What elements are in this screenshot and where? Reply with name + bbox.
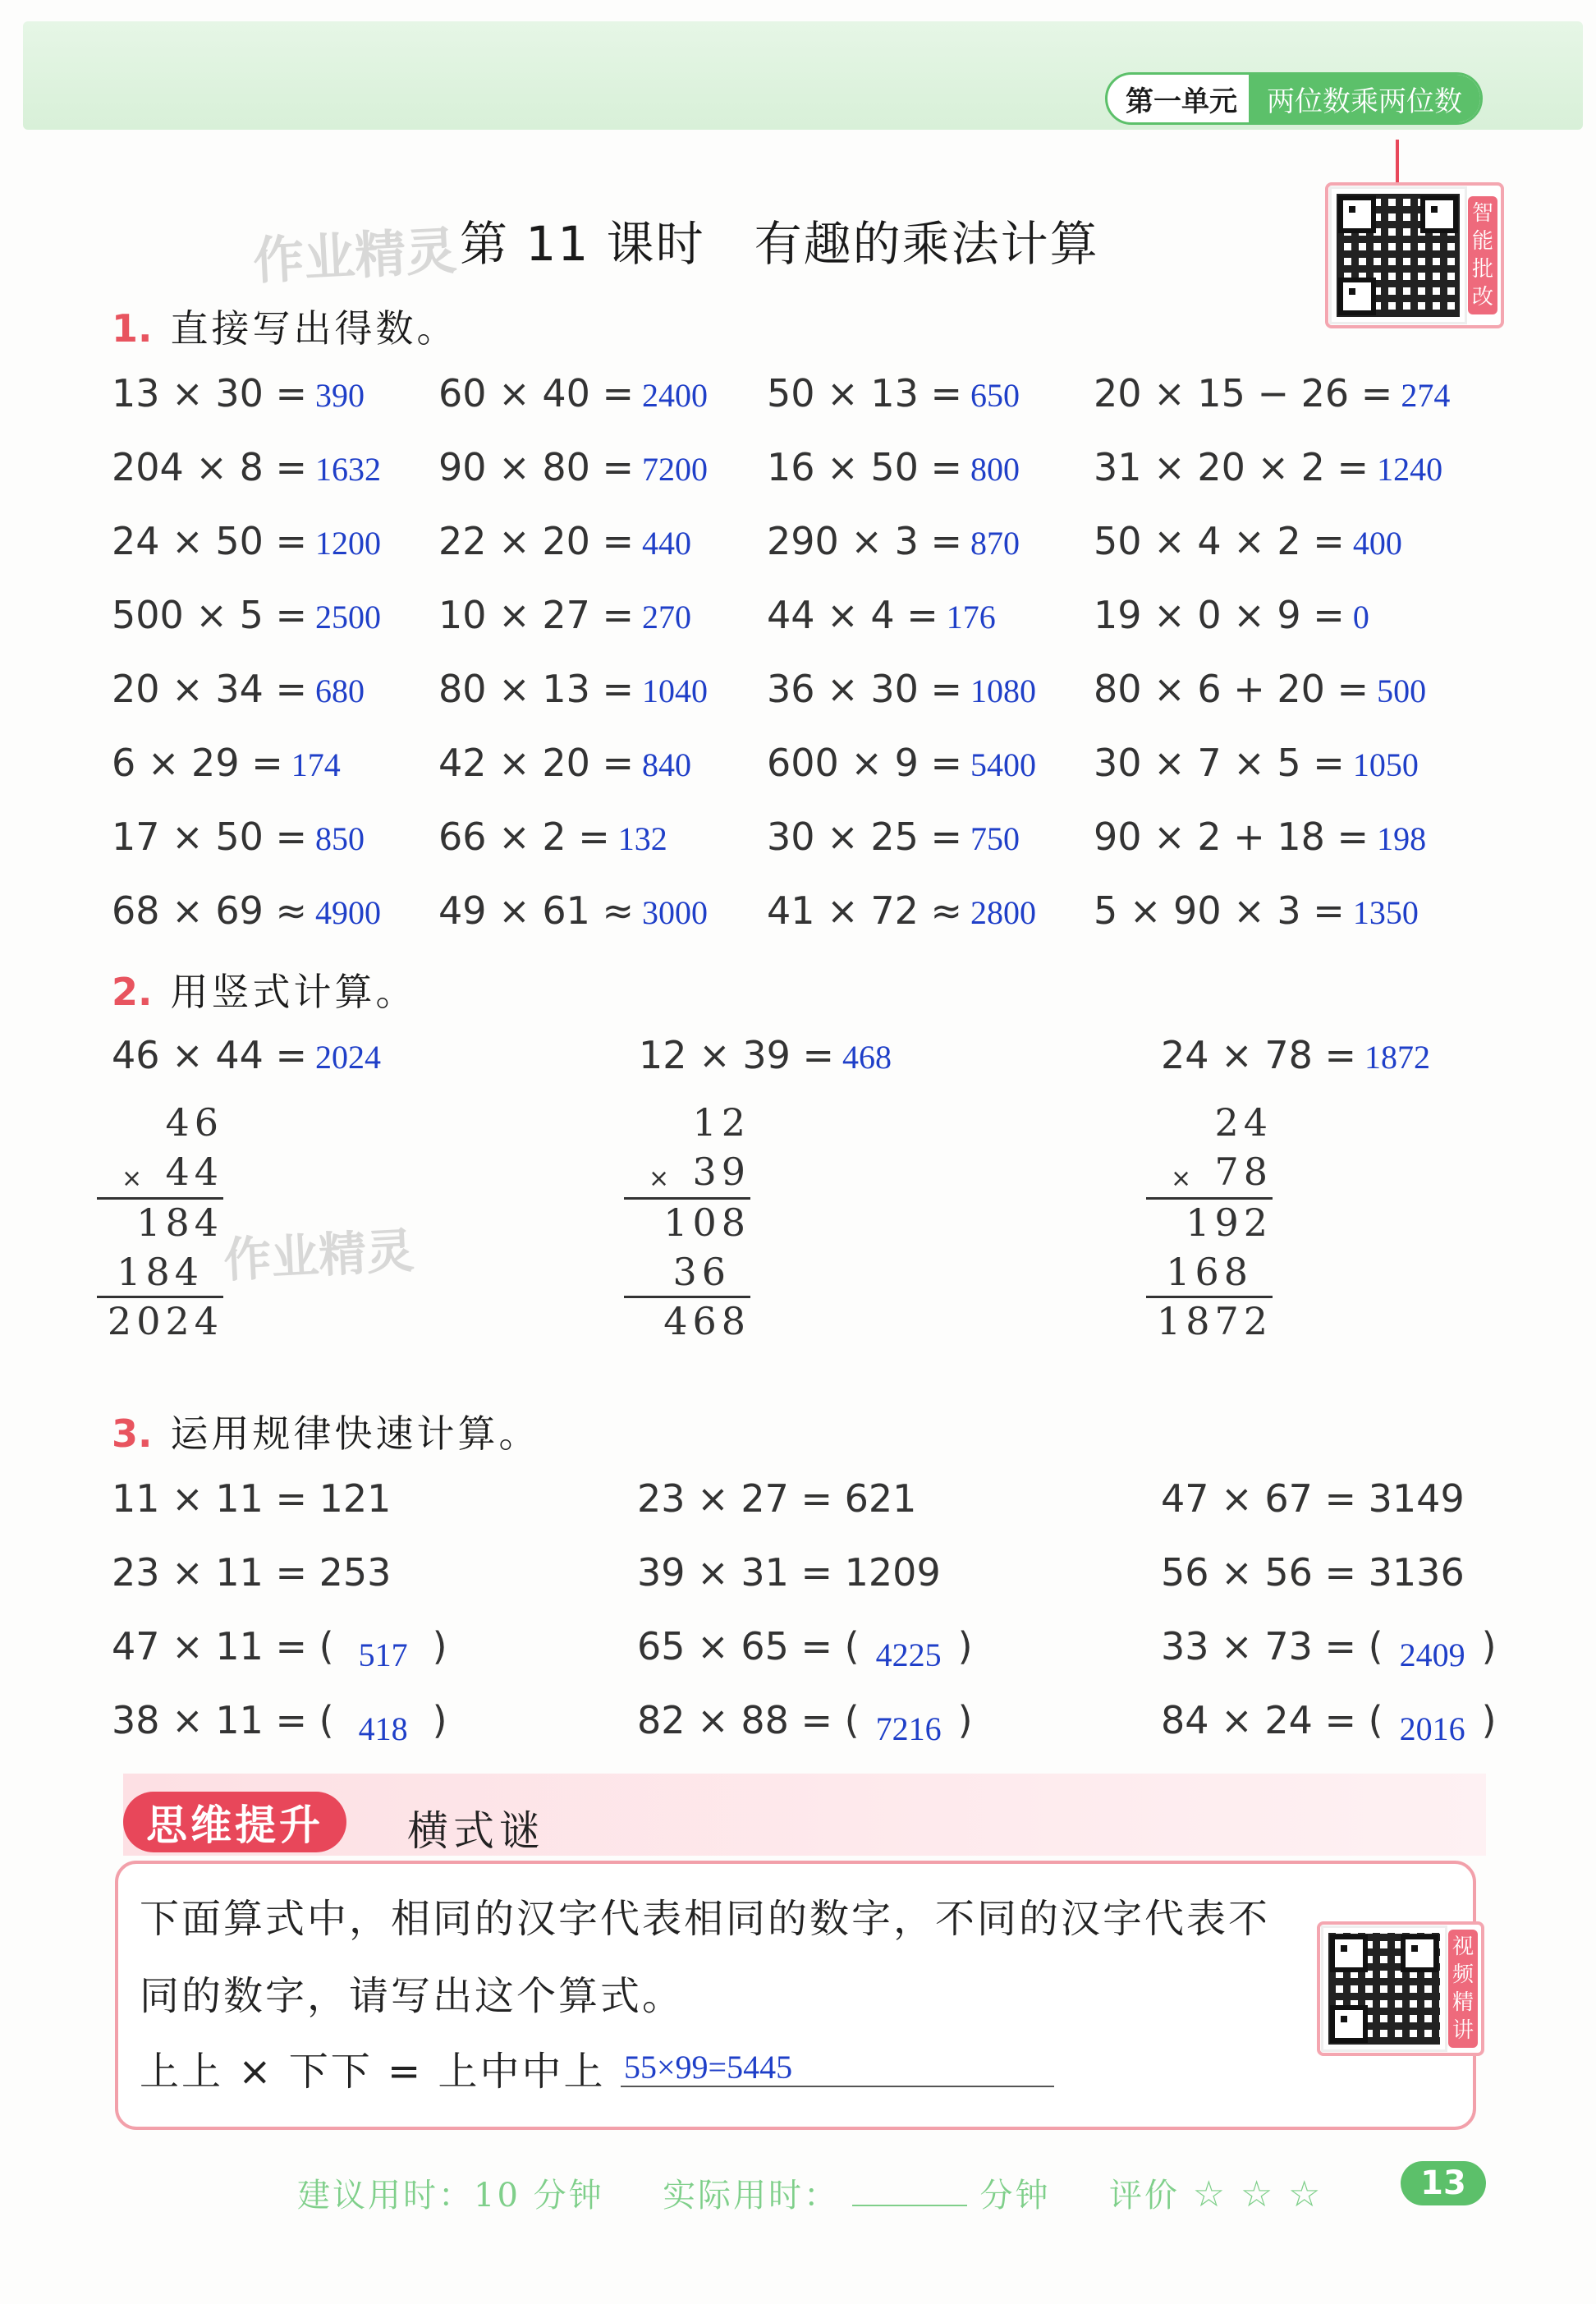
handwritten-answer: 1240 (1377, 451, 1443, 488)
oral-problem (1094, 888, 1419, 933)
handwritten-answer: 7216 (875, 1710, 942, 1747)
handwritten-answer: 4225 (875, 1636, 942, 1673)
problem-expression: 60 × 40 = (438, 371, 635, 415)
handwritten-answer: 7200 (642, 451, 709, 488)
problem-expression: 13 × 30 = (112, 371, 308, 415)
problem-expression: 16 × 50 = (767, 445, 963, 489)
puzzle-line-3: 上上 × 下下 = 上中中上 (140, 2049, 606, 2095)
pattern-problem (637, 1550, 941, 1595)
puzzle-line-1: 下面算式中，相同的汉字代表相同的数字，不同的汉字代表不 (140, 1896, 1271, 1942)
handwritten-answer: 1350 (1352, 894, 1419, 931)
vertical-res: 1872 (1156, 1299, 1273, 1343)
watermark: 作业精灵 (222, 1222, 415, 1289)
oral-problem (1094, 815, 1426, 859)
page-number: 13 (1401, 2161, 1486, 2205)
handwritten-answer: 270 (642, 599, 692, 636)
problem-expression: 600 × 9 = (767, 741, 963, 785)
oral-problem (767, 519, 1020, 563)
problem-expression: 39 × 31 = 1209 (637, 1550, 941, 1595)
puzzle-line-2: 同的数字，请写出这个算式。 (140, 1973, 685, 2019)
oral-problem (438, 888, 708, 933)
handwritten-answer: 274 (1401, 377, 1451, 414)
handwritten-answer: 400 (1352, 525, 1402, 562)
problem-expression: 50 × 13 = (767, 371, 963, 415)
pattern-problem (1161, 1624, 1497, 1673)
thinking-badge: 思维提升 (123, 1792, 346, 1852)
closing-paren: ) (1481, 1624, 1497, 1668)
times-sign: × (1171, 1164, 1192, 1193)
vertical-rule (624, 1197, 750, 1200)
problem-expression: 17 × 50 = (112, 815, 308, 859)
oral-problem (438, 445, 708, 489)
pattern-problem (112, 1476, 391, 1521)
problem-expression: 80 × 6 + 20 = (1094, 667, 1369, 711)
problem-expression: 50 × 4 × 2 = (1094, 519, 1345, 563)
problem-expression: 44 × 4 = (767, 593, 938, 637)
problem-expression: 68 × 69 ≈ (112, 888, 308, 933)
handwritten-answer: 2409 (1399, 1636, 1465, 1673)
problem-expression: 11 × 11 = 121 (112, 1476, 392, 1521)
vertical-top: 24 (1214, 1100, 1273, 1145)
rating-label: 评价 (1108, 2177, 1180, 2215)
problem-expression: 20 × 34 = (112, 667, 308, 711)
oral-problem (438, 815, 667, 859)
pattern-problem (112, 1550, 391, 1595)
vertical-top: 12 (692, 1100, 750, 1145)
thinking-subtitle: 横式谜 (407, 1807, 545, 1855)
qr-video-lecture[interactable] (1317, 1921, 1484, 2056)
closing-paren: ) (957, 1624, 973, 1668)
watermark: 作业精灵 (251, 220, 459, 291)
problem-expression-line (112, 1033, 381, 1077)
pattern-problem (1161, 1698, 1497, 1747)
footer-time (297, 2169, 1323, 2216)
problem-expression: 47 × 67 = 3149 (1161, 1476, 1465, 1521)
oral-problem (112, 888, 381, 933)
answer-underline (621, 2086, 1054, 2087)
vertical-p2: 36 (672, 1250, 731, 1294)
handwritten-answer: 440 (642, 525, 692, 562)
section-label: 直接写出得数。 (170, 306, 458, 351)
pattern-problem (637, 1698, 973, 1747)
star-icon[interactable]: ☆ (1192, 2173, 1228, 2215)
qr-hanger (1396, 140, 1399, 189)
oral-problem (1094, 667, 1426, 711)
handwritten-answer: 198 (1377, 820, 1427, 857)
problem-expression: 10 × 27 = (438, 593, 635, 637)
handwritten-answer: 800 (970, 451, 1020, 488)
problem-expression-line (1161, 1033, 1430, 1077)
vertical-rule (97, 1197, 223, 1200)
pattern-problem (1161, 1476, 1465, 1521)
times-sign: × (122, 1164, 143, 1193)
oral-problem (438, 519, 691, 563)
oral-problem (112, 667, 365, 711)
pattern-problem (637, 1624, 973, 1673)
handwritten-answer: 1080 (970, 672, 1037, 709)
handwritten-answer: 650 (970, 377, 1020, 414)
problem-expression: 23 × 27 = 621 (637, 1476, 917, 1521)
problem-expression: 41 × 72 ≈ (767, 888, 963, 933)
handwritten-answer: 1040 (642, 672, 709, 709)
oral-problem (767, 445, 1020, 489)
problem-expression: 23 × 11 = 253 (112, 1550, 392, 1595)
problem-expression: 30 × 7 × 5 = (1094, 741, 1345, 785)
oral-problem (438, 593, 691, 637)
section-3-heading (112, 1404, 539, 1458)
oral-problem (767, 741, 1036, 785)
oral-problem (112, 815, 365, 859)
problem-expression: 84 × 24 = ( (1161, 1698, 1383, 1742)
problem-expression: 24 × 78 = (1161, 1033, 1357, 1077)
problem-expression: 42 × 20 = (438, 741, 635, 785)
pattern-problem (637, 1476, 916, 1521)
problem-expression: 66 × 2 = (438, 815, 610, 859)
problem-expression: 90 × 2 + 18 = (1094, 815, 1369, 859)
handwritten-answer: 468 (842, 1039, 892, 1076)
pattern-problem (112, 1698, 447, 1747)
oral-problem (1094, 371, 1450, 415)
vertical-mul: 39 (692, 1150, 750, 1194)
handwritten-answer: 3000 (642, 894, 709, 931)
actual-time-label: 实际用时： (663, 2177, 840, 2215)
handwritten-answer: 1050 (1352, 746, 1419, 783)
handwritten-answer: 4900 (315, 894, 382, 931)
puzzle-answer: 55×99=5445 (624, 2049, 793, 2086)
vertical-p1: 192 (1186, 1200, 1273, 1245)
oral-problem (112, 593, 381, 637)
oral-problem (767, 815, 1020, 859)
vertical-res: 468 (663, 1299, 750, 1343)
problem-expression-line (639, 1033, 892, 1077)
vertical-mul: 78 (1214, 1150, 1273, 1194)
section-2-heading (112, 962, 416, 1017)
handwritten-answer: 176 (946, 599, 996, 636)
pattern-problem (112, 1624, 447, 1673)
section-number: 2. (112, 970, 153, 1014)
problem-expression: 65 × 65 = ( (637, 1624, 860, 1668)
handwritten-answer: 517 (358, 1636, 408, 1673)
oral-problem (767, 371, 1020, 415)
minutes-label: 分钟 (979, 2177, 1051, 2215)
handwritten-answer: 840 (642, 746, 692, 783)
unit-badge (1105, 72, 1483, 125)
oral-problem (438, 741, 691, 785)
problem-expression: 47 × 11 = ( (112, 1624, 334, 1668)
closing-paren: ) (432, 1698, 447, 1742)
handwritten-answer: 2400 (642, 377, 709, 414)
problem-expression: 5 × 90 × 3 = (1094, 888, 1345, 933)
handwritten-answer: 1632 (315, 451, 382, 488)
vertical-p2: 168 (1166, 1250, 1253, 1294)
page-title: 第 11 课时 有趣的乘法计算 (460, 216, 1099, 272)
handwritten-answer: 2016 (1399, 1710, 1465, 1747)
problem-expression: 38 × 11 = ( (112, 1698, 334, 1742)
handwritten-answer: 2500 (315, 599, 382, 636)
oral-problem (438, 371, 708, 415)
handwritten-answer: 2800 (970, 894, 1037, 931)
oral-problem (112, 741, 341, 785)
closing-paren: ) (957, 1698, 973, 1742)
oral-problem (767, 593, 996, 637)
problem-expression: 24 × 50 = (112, 519, 308, 563)
oral-problem (1094, 519, 1402, 563)
problem-expression: 33 × 73 = ( (1161, 1624, 1383, 1668)
star-icon[interactable]: ☆ (1240, 2173, 1276, 2215)
problem-expression: 19 × 0 × 9 = (1094, 593, 1345, 637)
oral-problem (1094, 741, 1419, 785)
problem-expression: 290 × 3 = (767, 519, 963, 563)
qr-smart-grading[interactable] (1325, 182, 1504, 328)
actual-time-blank[interactable] (852, 2180, 967, 2206)
vertical-rule (1146, 1197, 1273, 1200)
handwritten-answer: 418 (358, 1710, 408, 1747)
problem-expression: 204 × 8 = (112, 445, 308, 489)
problem-expression: 20 × 15 − 26 = (1094, 371, 1393, 415)
oral-problem (112, 371, 365, 415)
oral-problem (767, 667, 1036, 711)
unit-topic: 两位数乘两位数 (1249, 75, 1480, 122)
qr-tag: 视频精讲 (1448, 1930, 1478, 2048)
handwritten-answer: 1872 (1364, 1039, 1431, 1076)
oral-problem (438, 667, 708, 711)
handwritten-answer: 390 (315, 377, 365, 414)
section-number: 1. (112, 306, 153, 351)
oral-problem (112, 445, 381, 489)
problem-expression: 30 × 25 = (767, 815, 963, 859)
handwritten-answer: 500 (1377, 672, 1427, 709)
oral-problem (112, 519, 381, 563)
problem-expression: 80 × 13 = (438, 667, 635, 711)
vertical-res: 2024 (107, 1299, 223, 1343)
problem-expression: 36 × 30 = (767, 667, 963, 711)
vertical-rule (97, 1296, 223, 1298)
problem-expression: 6 × 29 = (112, 741, 283, 785)
problem-expression: 56 × 56 = 3136 (1161, 1550, 1465, 1595)
unit-label: 第一单元 (1126, 85, 1237, 118)
oral-problem (1094, 593, 1369, 637)
problem-expression: 31 × 20 × 2 = (1094, 445, 1369, 489)
handwritten-answer: 680 (315, 672, 365, 709)
vertical-rule (1146, 1296, 1273, 1298)
vertical-top: 46 (165, 1100, 223, 1145)
handwritten-answer: 2024 (315, 1039, 382, 1076)
section-1-heading (112, 299, 457, 353)
vertical-rule (624, 1296, 750, 1298)
vertical-p1: 184 (136, 1200, 223, 1245)
times-sign: × (649, 1164, 670, 1193)
pattern-problem (1161, 1550, 1465, 1595)
handwritten-answer: 1200 (315, 525, 382, 562)
closing-paren: ) (1481, 1698, 1497, 1742)
problem-expression: 82 × 88 = ( (637, 1698, 860, 1742)
section-label: 运用规律快速计算。 (170, 1411, 540, 1456)
problem-expression: 12 × 39 = (639, 1033, 835, 1077)
handwritten-answer: 750 (970, 820, 1020, 857)
handwritten-answer: 0 (1352, 599, 1369, 636)
problem-expression: 500 × 5 = (112, 593, 308, 637)
star-icon[interactable]: ☆ (1288, 2173, 1323, 2215)
problem-expression: 49 × 61 ≈ (438, 888, 635, 933)
suggested-time: 建议用时：10 分钟 (297, 2177, 604, 2215)
handwritten-answer: 132 (617, 820, 667, 857)
handwritten-answer: 174 (291, 746, 341, 783)
problem-expression: 90 × 80 = (438, 445, 635, 489)
handwritten-answer: 870 (970, 525, 1020, 562)
qr-tag: 智能批改 (1468, 196, 1497, 314)
problem-expression: 46 × 44 = (112, 1033, 308, 1077)
vertical-mul: 44 (165, 1150, 223, 1194)
oral-problem (1094, 445, 1442, 489)
vertical-p1: 108 (663, 1200, 750, 1245)
section-label: 用竖式计算。 (170, 970, 417, 1014)
handwritten-answer: 5400 (970, 746, 1037, 783)
vertical-p2: 184 (117, 1250, 204, 1294)
handwritten-answer: 850 (315, 820, 365, 857)
closing-paren: ) (432, 1624, 447, 1668)
problem-expression: 22 × 20 = (438, 519, 635, 563)
oral-problem (767, 888, 1036, 933)
section-number: 3. (112, 1411, 153, 1456)
